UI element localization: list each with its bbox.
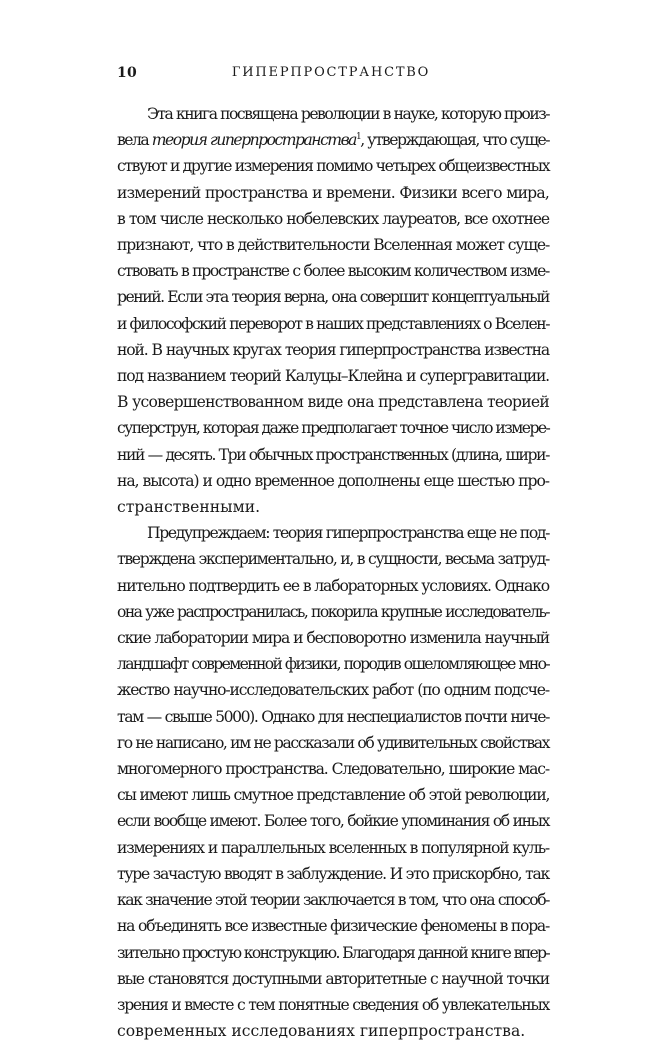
text-line: нительно подтвердить ее в лабораторных условиях. Однако: [117, 576, 549, 595]
text-line: под названием теорий Калуцы–Клейна и супергравитации.: [117, 367, 549, 386]
text-line: ствовать в пространстве с более высоким количеством изме-: [117, 262, 549, 281]
text-line: тверждена экспериментально, и, в сущности, весьма затруд-: [117, 550, 549, 569]
text-line: как значение этой теории заключается в том, что она способ-: [117, 891, 549, 910]
text-line: на, высота) и одно временное дополнены еще шестью про-: [117, 471, 549, 490]
text-line: на объединять все известные физические феномены в пора-: [117, 917, 549, 936]
text-line: Эта книга посвящена революции в науке, которую произ-: [147, 105, 549, 123]
page-number: 10: [117, 65, 138, 81]
text-line: рений. Если эта теория верна, она совершит концептуальный: [117, 288, 549, 307]
text-line: она уже распространилась, покорила крупные исследователь-: [117, 602, 549, 621]
text-line: измерений пространства и времени. Физики всего мира,: [117, 183, 549, 202]
text-line: ний — десять. Три обычных пространственных (длина, шири-: [117, 445, 549, 464]
body-text: [117, 101, 549, 1044]
text-line: современных исследованиях гиперпространства.: [117, 1022, 526, 1041]
text-fragment: вела: [117, 131, 152, 150]
text-line: зительно простую конструкцию. Благодаря данной книге впер-: [117, 943, 549, 962]
text-line: ствуют и другие измерения помимо четырех общеизвестных: [117, 157, 550, 176]
text-line: го не написано, им не рассказали об удивительных свойствах: [117, 733, 549, 752]
text-line: в том числе несколько нобелевских лауреатов, все охотнее: [117, 209, 549, 228]
text-line: там — свыше 5000). Однако для неспециалистов почти ниче-: [117, 707, 549, 726]
text-line: ной. В научных кругах теория гиперпространства известна: [117, 340, 549, 359]
text-line: [117, 127, 549, 153]
paragraph-2: [117, 520, 549, 1044]
text-line: многомерного пространства. Следовательно, широкие мас-: [117, 760, 549, 779]
text-line: туре зачастую вводят в заблуждение. И это прискорбно, так: [117, 864, 549, 883]
footnote-marker[interactable]: 1: [355, 132, 361, 143]
running-head: [117, 65, 545, 85]
text-line: зрения и вместе с тем понятные сведения об увлекательных: [117, 995, 549, 1014]
text-line: сы имеют лишь смутное представление об этой революции,: [117, 786, 550, 805]
text-line: суперструн, которая даже предполагает точное число измере-: [117, 419, 550, 438]
paragraph-1: [117, 101, 549, 520]
text-line: измерениях и параллельных вселенных в популярной куль-: [117, 838, 549, 857]
text-line: В усовершенствованном виде она представлена теорией: [117, 393, 549, 412]
text-line: Предупреждаем: теория гиперпространства еще не под-: [147, 524, 550, 543]
text-line: признают, что в действительности Вселенная может суще-: [117, 236, 550, 255]
text-line: вые становятся доступными авторитетные с научной точки: [117, 969, 549, 988]
text-line: ские лаборатории мира и бесповоротно изменила научный: [117, 629, 549, 648]
text-fragment: , утверждающая, что суще-: [360, 131, 549, 150]
text-line: и философский переворот в наших представлениях о Вселен-: [117, 314, 550, 333]
text-line: жество научно-исследовательских работ (по одним подсче-: [117, 681, 549, 700]
text-line: ландшафт современной физики, породив ошеломляющее мно-: [117, 655, 549, 674]
italic-term: теория гиперпространства: [151, 131, 356, 150]
running-title: ГИПЕРПРОСТРАНСТВО: [231, 65, 431, 80]
text-line: странственными.: [117, 498, 261, 517]
text-line: если вообще имеют. Более того, бойкие упоминания об иных: [117, 812, 549, 831]
